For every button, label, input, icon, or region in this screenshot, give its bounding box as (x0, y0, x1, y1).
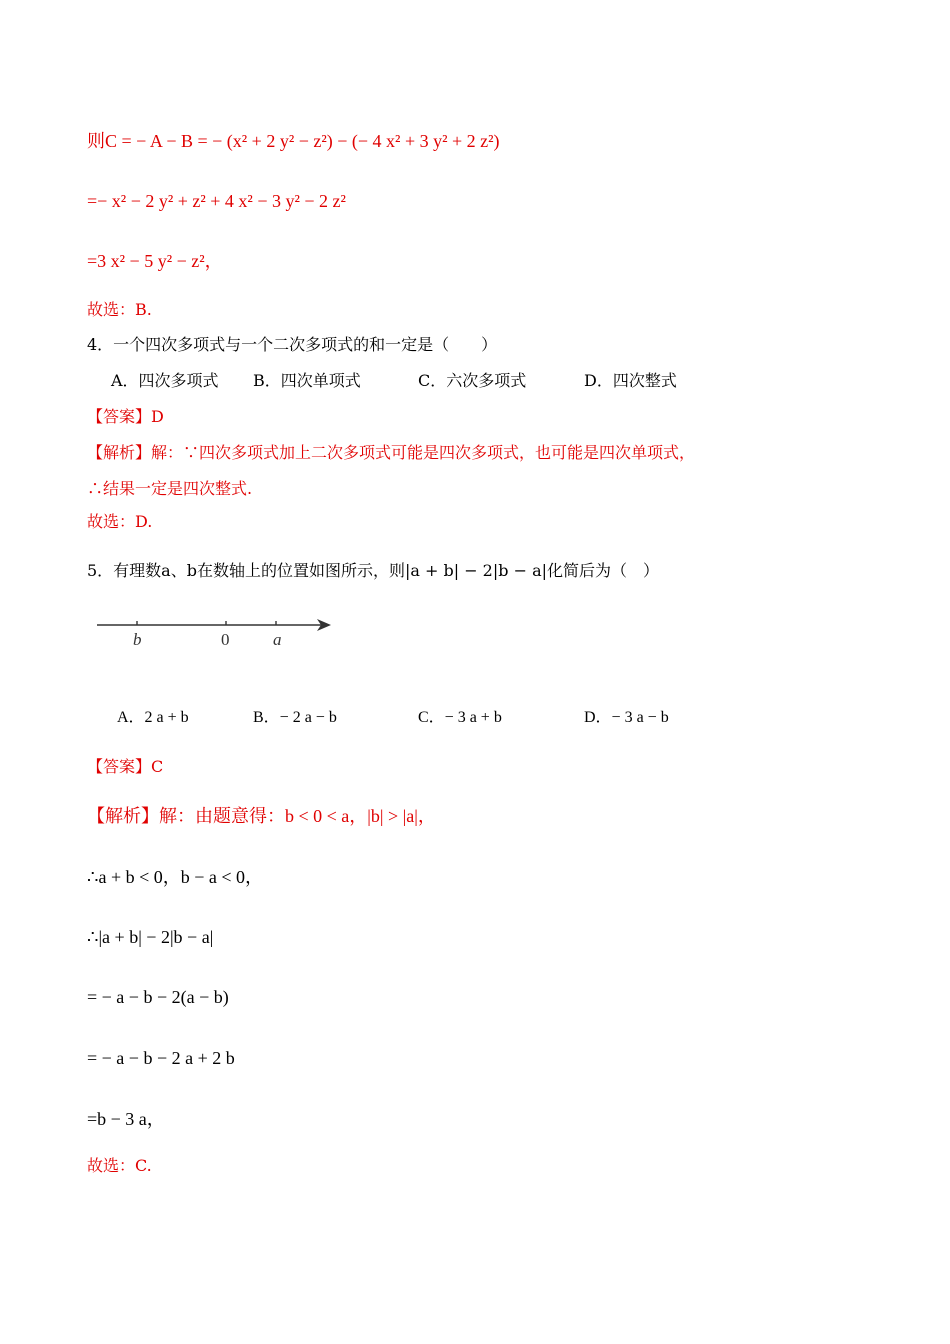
q3-solution-line3: =3 x² − 5 y² − z²， (87, 251, 223, 271)
q5-step-2: ∴|a + b| − 2|b − a| (87, 927, 214, 947)
q4-analysis-1: 【解析】解：∵四次多项式加上二次多项式可能是四次多项式，也可能是四次单项式， (87, 443, 696, 462)
number-line-label-a: a (273, 630, 282, 649)
q4-option-a: A．四次多项式 (111, 371, 219, 390)
q4-option-b: B．四次单项式 (253, 371, 361, 390)
q5-analysis-1: 【解析】解：由题意得：b < 0 < a，|b| > |a|， (87, 806, 436, 826)
q5-step-5: =b − 3 a， (87, 1109, 165, 1129)
number-line-label-b: b (133, 630, 142, 649)
q4-option-d: D．四次整式 (584, 371, 677, 390)
q3-solution-line1: 则C = − A − B = − (x² + 2 y² − z²) − (− 4 x² + 3 y² + 2 z²) (87, 131, 500, 151)
q4-analysis-2: ∴结果一定是四次整式. (87, 479, 253, 498)
q5-choice: 故选：C. (87, 1156, 152, 1175)
number-line-label-0: 0 (221, 630, 230, 649)
q3-choice: 故选：B. (87, 300, 152, 319)
q4-stem: 4．一个四次多项式与一个二次多项式的和一定是（ ） (87, 335, 498, 354)
q5-option-a: A．2 a + b (117, 709, 189, 726)
q5-step-1: ∴a + b < 0，b − a < 0， (87, 867, 264, 887)
q5-answer: 【答案】C (87, 757, 164, 776)
q5-step-4: = − a − b − 2 a + 2 b (87, 1048, 235, 1068)
q3-solution-line2: =− x² − 2 y² + z² + 4 x² − 3 y² − 2 z² (87, 191, 346, 211)
q5-option-c: C．− 3 a + b (418, 709, 502, 726)
number-line-figure (95, 612, 340, 652)
q5-step-3: = − a − b − 2(a − b) (87, 987, 229, 1007)
q5-option-b: B．− 2 a − b (253, 709, 337, 726)
q5-option-d: D．− 3 a − b (584, 709, 669, 726)
q5-stem: 5．有理数a、b在数轴上的位置如图所示，则|a + b| − 2|b − a|化简后为（ ） (87, 561, 660, 580)
q4-answer: 【答案】D (87, 407, 164, 426)
q4-option-c: C．六次多项式 (418, 371, 527, 390)
q4-choice: 故选：D. (87, 512, 153, 531)
